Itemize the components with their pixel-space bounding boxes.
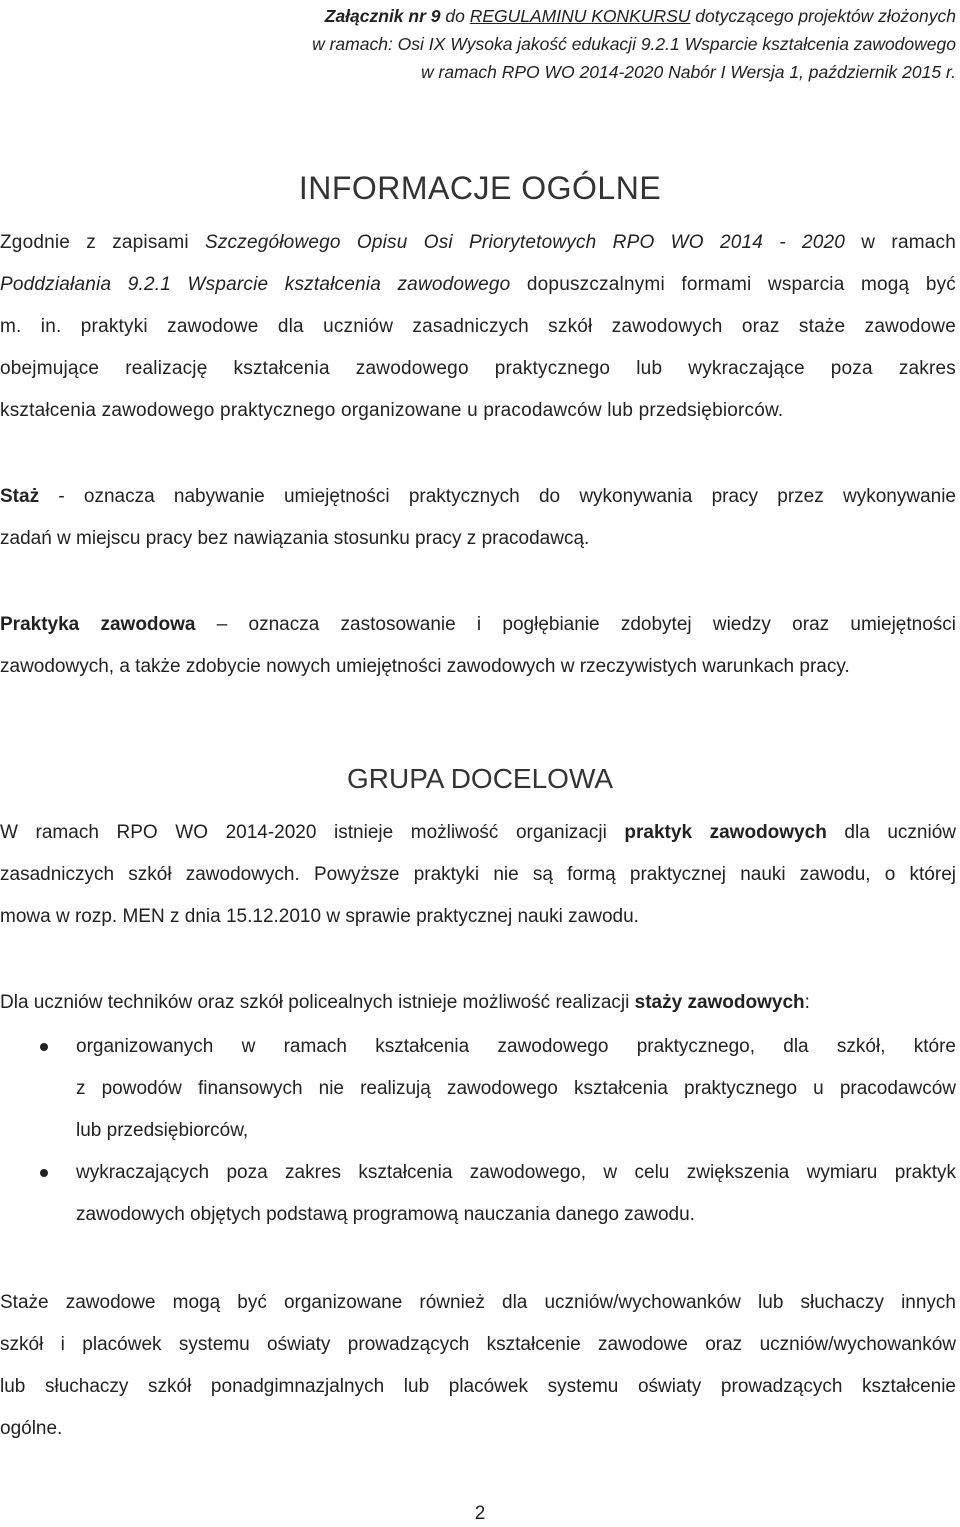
header-line-2: w ramach: Osi IX Wysoka jakość edukacji 9.2.1 Wsparcie kształcenia zawodowego: [312, 34, 956, 54]
target-intro-line: [0, 982, 956, 1024]
praktyka-line-2: zawodowych, a także zdobycie nowych umiejętności zawodowych w rzeczywistych warunkach pracy.: [0, 656, 850, 677]
bullet-icon: [40, 1169, 48, 1177]
header-line-3: w ramach RPO WO 2014-2020 Nabór I Wersja 1, październik 2015 r.: [421, 62, 956, 82]
praktyka-line-1: [0, 604, 956, 646]
italic-text: Poddziałania 9.2.1 Wsparcie kształcenia zawodowego: [0, 274, 511, 295]
intro-line-2: [0, 264, 956, 306]
bullet-1-line-3: lub przedsiębiorców,: [76, 1120, 249, 1141]
target-line-1: [0, 812, 956, 854]
header-line-1: [256, 2, 956, 30]
bullet-icon: [40, 1043, 48, 1051]
praktyka-term: Praktyka zawodowa: [0, 614, 196, 635]
italic-text: Szczegółowego Opisu Osi Priorytetowych RPO WO 2014 - 2020: [204, 232, 846, 253]
regulation-link[interactable]: REGULAMINU KONKURSU: [469, 6, 691, 26]
target-paragraph-1: [0, 812, 956, 938]
staz-term: Staż: [0, 486, 40, 507]
list-item: [0, 1152, 956, 1236]
text: dla uczniów: [826, 822, 957, 843]
intro-line-4: obejmujące realizację kształcenia zawodowego praktycznego lub wykraczające poza zakres: [0, 358, 956, 379]
bullet-2-line-2: zawodowych objętych podstawą programową nauczania danego zawodu.: [76, 1204, 695, 1225]
bold-text: staży zawodowych: [634, 992, 805, 1013]
target-p3-line-2: szkół i placówek systemu oświaty prowadzących kształcenie zawodowe oraz uczniów/wychowanków: [0, 1334, 956, 1355]
text: oznacza zastosowanie i pogłębianie zdobytej wiedzy oraz umiejętności: [248, 614, 956, 635]
target-p3-line-1: Staże zawodowe mogą być organizowane również dla uczniów/wychowanków lub słuchaczy innych: [0, 1292, 956, 1313]
page-number: 2: [474, 1503, 486, 1524]
staz-line-1: [0, 476, 956, 518]
bullet-1-line-2: z powodów finansowych nie realizują zawodowego kształcenia praktycznego u pracodawców: [76, 1078, 956, 1099]
header-text: dotyczącego projektów złożonych: [690, 6, 956, 26]
target-paragraph-3: [0, 1282, 956, 1450]
section-title-target-group: GRUPA DOCELOWA: [346, 763, 614, 794]
list-item: [0, 1026, 956, 1152]
document-header: [256, 2, 956, 86]
bullet-2-line-1: wykraczających poza zakres kształcenia zawodowego, w celu zwiększenia wymiaru praktyk: [76, 1162, 956, 1183]
attachment-label: Załącznik nr 9: [324, 6, 441, 26]
praktyka-paragraph: [0, 604, 956, 688]
staz-line-2: zadań w miejscu pracy bez nawiązania stosunku pracy z pracodawcą.: [0, 528, 590, 549]
dash: –: [195, 614, 249, 635]
intro-line-1: [0, 222, 956, 264]
text: Zgodnie z zapisami: [0, 232, 205, 253]
text: dopuszczalnymi formami wsparcia mogą być: [510, 274, 956, 295]
bullet-1-line-1: organizowanych w ramach kształcenia zawodowego praktycznego, dla szkół, które: [76, 1036, 956, 1057]
intro-paragraph: [0, 222, 956, 432]
intro-line-5: kształcenia zawodowego praktycznego organizowane u pracodawców lub przedsiębiorców.: [0, 400, 784, 421]
target-line-3: mowa w rozp. MEN z dnia 15.12.2010 w sprawie praktycznej nauki zawodu.: [0, 906, 639, 927]
text: :: [804, 992, 810, 1013]
target-p3-line-4: ogólne.: [0, 1418, 63, 1439]
bold-text: praktyk zawodowych: [624, 822, 827, 843]
text: W ramach RPO WO 2014-2020 istnieje możliwość organizacji: [0, 822, 625, 843]
target-p3-line-3: lub słuchaczy szkół ponadgimnazjalnych lub placówek systemu oświaty prowadzących kształcenie: [0, 1376, 956, 1397]
text: - oznacza nabywanie umiejętności praktycznych do wykonywania pracy przez wykonywanie: [39, 486, 956, 507]
target-paragraph-2: [0, 982, 956, 1024]
staz-paragraph: [0, 476, 956, 560]
text: w ramach: [845, 232, 956, 253]
section-title-general: INFORMACJE OGÓLNE: [298, 170, 662, 206]
intro-line-3: m. in. praktyki zawodowe dla uczniów zasadniczych szkół zawodowych oraz staże zawodowe: [0, 316, 956, 337]
text: Dla uczniów techników oraz szkół policealnych istnieje możliwość realizacji: [0, 992, 635, 1013]
target-line-2: zasadniczych szkół zawodowych. Powyższe praktyki nie są formą praktycznej nauki zawodu, o której: [0, 864, 956, 885]
bullet-list: [0, 1026, 956, 1236]
header-text: do: [440, 6, 470, 26]
